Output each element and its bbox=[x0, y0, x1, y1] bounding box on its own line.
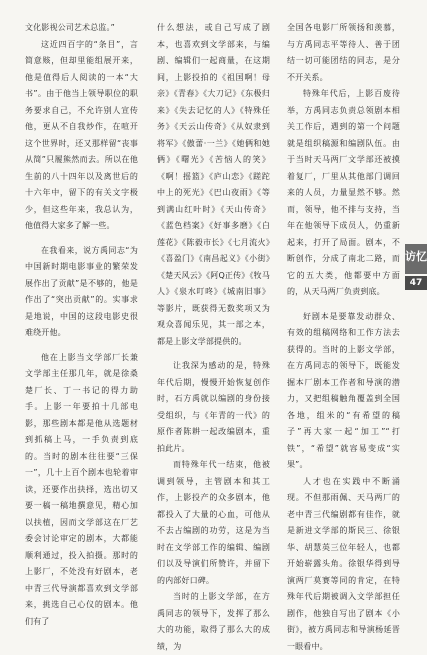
paragraph: 他在上影当文学部厂长兼文学部主任那几年，就是徐桑楚厂长、丁一书记的得力助手。上影一年要拍十几部电影，那些剧本都是他从选题材到抓稿上马，一手负责到底的。当时的剧本往往要“三保一”，几十上百个剧本也轮着审读，还要作出抉择，选出切又要一稿一稿地撰意见，精心加以扶植，因而文学部这在厂艺委会讨论审定的剧本，大都能顺利通过，投入拍摄。那时的上影厂，不处没有好剧本，老中青三代导演都喜欢到文学部来，挑选自己心仪的剧本。他们有了 bbox=[25, 350, 138, 631]
paragraph: 人才也在实践中不断涌现。不但那雨佩、天马两厂的老中青三代编剧都有佳作，就是新进文学部的斯民三、徐银华、胡慧英三位年轻人，也都开始崭露头角。徐银华得到导演两厂莫赛等同的肯定，在特殊年代后期被调入文学部担任剧作，他独自写出了剧本《小街》，被方禹同志和导演杨延晋一眼看中。 bbox=[287, 474, 400, 655]
paragraph: 好剧本是要靠发动群众、有效的组稿网络和工作方法去获得的。当时的上影文学部，在方禹同志的领导下，既能发掘本厂剧本工作者和导演的潜力，又把组稿触角覆盖到全国各地，组米的“有希望的稿子”再大家一起“加工”“打铁”，“希望”就容易变成“实果”。 bbox=[287, 309, 400, 474]
text-column-3 bbox=[287, 20, 400, 655]
paragraph: 文化影视公司艺术总监。” bbox=[25, 20, 138, 37]
paragraph: 而特殊年代一结束，他被调到领导，主管剧本和其工作，上影投产的众多剧本，他都投入了大量的心血，可他从不去占编剧的功劳，这是为当时在文学部工作的编辑、编剧们以及导演们所赞许，并留下的内部好口碑。 bbox=[157, 457, 270, 589]
page-number: 47 bbox=[405, 276, 427, 290]
paragraph: 在我看来，说方禹同志“为中国新时期电影事业的繁荣发展作出了贡献”是不够的，他是作出了“突出贡献”的。实事求是地说，中国的这段电影史很难绕开他。 bbox=[25, 243, 138, 342]
text-column-1 bbox=[25, 20, 138, 630]
section-label: 访忆 bbox=[405, 250, 427, 264]
paragraph: 全国各电影厂所领扬和羡慕，与方禹同志平等待人、善于团结一切可能团结的同志，是分不开关系。 bbox=[287, 20, 400, 86]
paragraph: 当时的上影文学部，在方禹同志的领导下，发挥了那么大的功能，取得了那么大的成绩，为 bbox=[157, 589, 270, 655]
paragraph: 让我深为感动的是，特殊年代后期，慢慢开始恢复创作时，石方禹就以编剧的身份接受组织，与《年青的一代》的原作者陈耕一起改编剧本，重拍此片。 bbox=[157, 358, 270, 457]
paragraph: 什么想法，或自己写成了剧本，也喜欢到文学部来，与编剧、编辑们一起商量，在这期间，上影投拍的《祖国啊！母亲》《青春》《大刀记》《东极归来》《失去记忆的人》《特殊任务》《天云山传奇》《从奴隶到将军》《傲蕾·一兰》《她俩和她俩》《曙光》《苦恼人的笑》《啊！摇篮》《庐山恋》《蹉跎中上的死光》《巴山夜雨》《等到满山红叶时》《天山传奇》《蓝色档案》《好事多磨》《白莲花》《陈毅市长》《七月流火》《喜盈门》《南昌起义》《小街》《楚天风云》《阿Q正传》《牧马人》《泉水叮咚》《城南旧事》等影片，既获得无数奖项又为观众喜闻乐见，其一部之本，都是上影文学部提供的。 bbox=[157, 20, 270, 350]
text-column-2 bbox=[157, 20, 270, 655]
paragraph: 这近四百字的“条目”，言简意赅，但却里能组展开来，他是值得后人阅读的一本“大书”。由于他当上领导职位的职务要求自己，不允许别人宣传他，更从不自我炒作，在喧开这个世界时，还又那样留“丧事从简”只履熊然而去。所以在他生前的八十四年以及离世后的十六年中，留下的有关文字极少，但这些年来，我总认为，他值得大家多了解一些。 bbox=[25, 37, 138, 235]
paragraph: 特殊年代后，上影百废待举，方禹同志负责总领剧本相关工作后，遇到的第一个问题就是组织稿源和编剧队伍。由于当时天马两厂文学部还被摸着复厂，厂里从其他部门调回来的人员，力量显然不够。然而，领导，他不排与支持，当年在他领导下成员人，仍重新起来，打开了局面。剧本，不断创作，分成了南北二路，而它的五大类，他都要中方面的，从天马两厂负责到底。 bbox=[287, 86, 400, 301]
